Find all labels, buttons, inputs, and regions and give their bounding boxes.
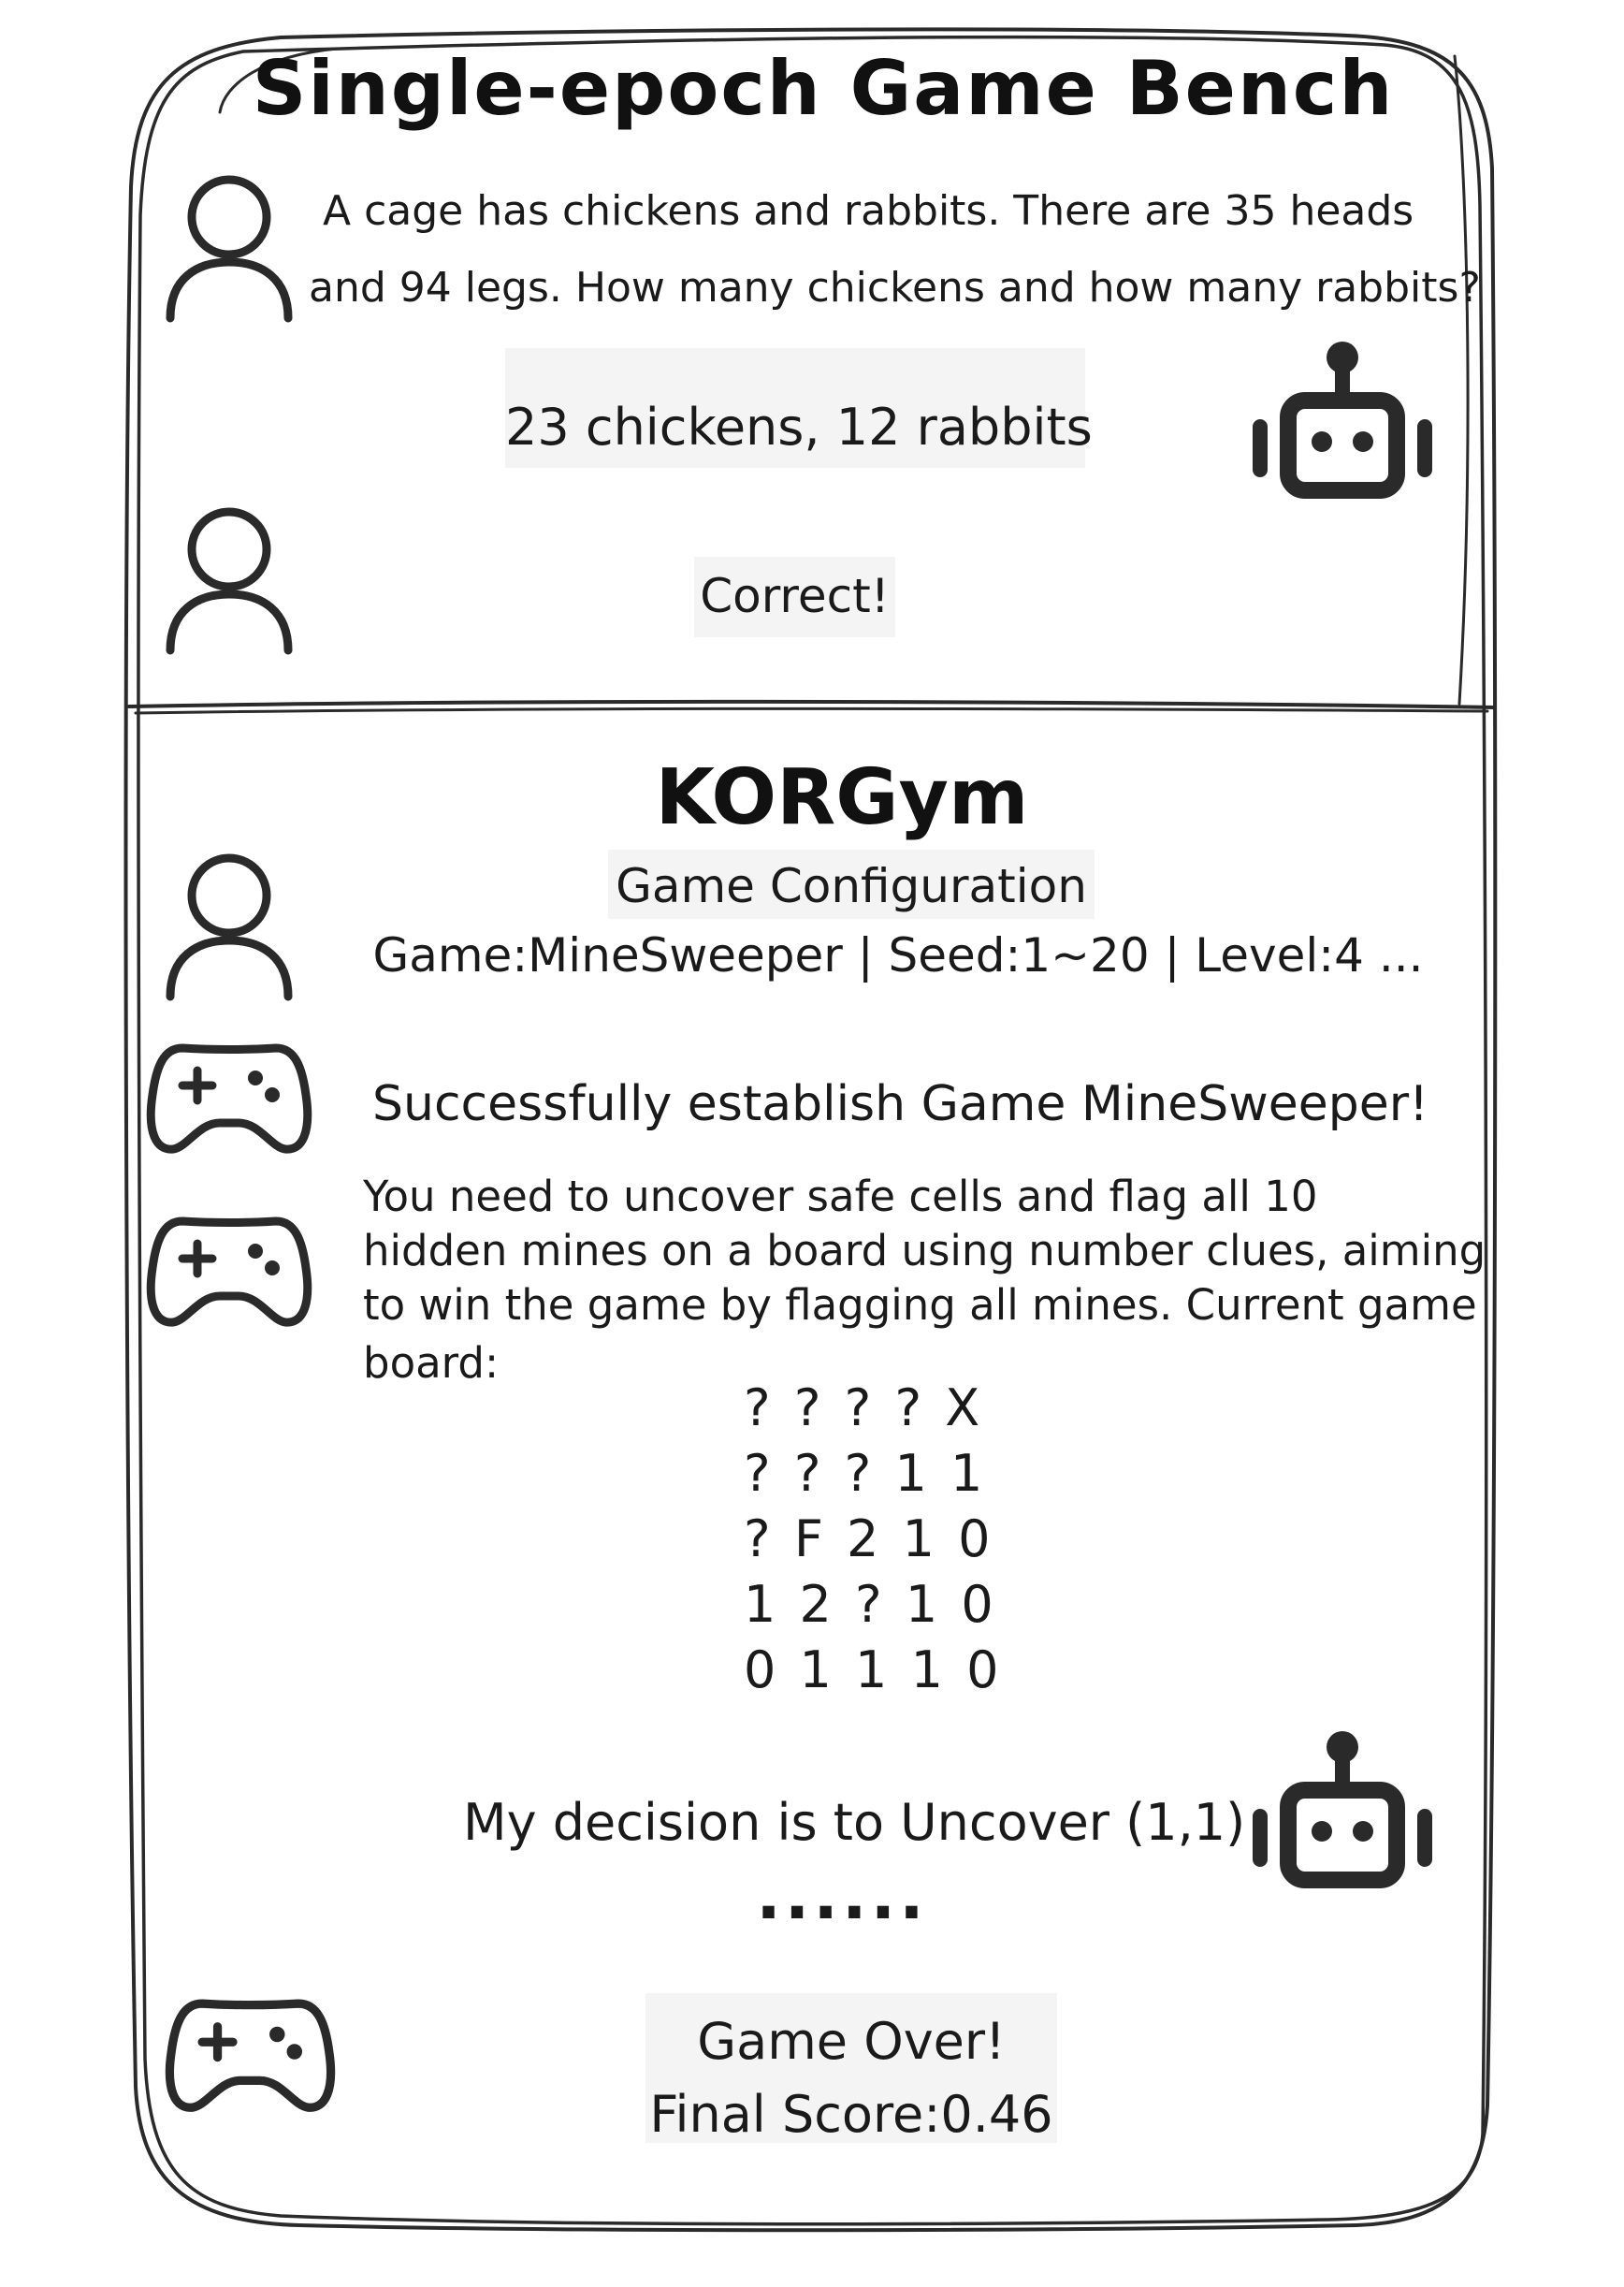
board-row: ? F 2 1 0 xyxy=(744,1509,994,1568)
user-icon xyxy=(159,847,299,1006)
user-icon xyxy=(159,501,299,660)
question-line-1: A cage has chickens and rabbits. There are 35 heads xyxy=(323,187,1414,235)
board-row: ? ? ? ? X xyxy=(744,1378,984,1437)
question-line-2: and 94 legs. How many chickens and how many rabbits? xyxy=(309,264,1481,312)
robot-icon xyxy=(1249,337,1436,505)
user-icon xyxy=(159,168,299,328)
board-row: ? ? ? 1 1 xyxy=(744,1444,987,1503)
robot-icon xyxy=(1249,1726,1436,1895)
section-title-single-epoch: Single-epoch Game Bench xyxy=(252,45,1395,132)
config-details: Game:MineSweeper | Seed:1~20 | Level:4 ... xyxy=(372,928,1424,983)
env-message: Successfully establish Game MineSweeper! xyxy=(372,1076,1428,1132)
gamepad-icon xyxy=(145,1202,313,1333)
ellipsis: ...... xyxy=(756,1857,928,1934)
final-score-text: Final Score:0.46 xyxy=(649,2085,1053,2144)
feedback-text: Correct! xyxy=(700,569,890,623)
game-board xyxy=(744,1376,1024,1703)
section-title-korgym: KORGym xyxy=(655,753,1029,842)
instructions-line-1: You need to uncover safe cells and flag all 10 xyxy=(363,1172,1318,1221)
gamepad-icon xyxy=(145,1029,313,1160)
decision-text: My decision is to Uncover (1,1) xyxy=(463,1793,1246,1852)
instructions-line-2: hidden mines on a board using number clues, aiming xyxy=(363,1226,1486,1275)
game-over-text: Game Over! xyxy=(697,2012,1006,2071)
board-row: 0 1 1 1 0 xyxy=(744,1640,1003,1699)
instructions-line-4: board: xyxy=(363,1338,500,1388)
gamepad-icon xyxy=(164,1984,337,2119)
config-heading: Game Configuration xyxy=(616,859,1087,913)
board-row: 1 2 ? 1 0 xyxy=(744,1575,997,1634)
answer-text: 23 chickens, 12 rabbits xyxy=(505,398,1093,457)
instructions-line-3: to win the game by flagging all mines. Current game xyxy=(363,1280,1477,1330)
